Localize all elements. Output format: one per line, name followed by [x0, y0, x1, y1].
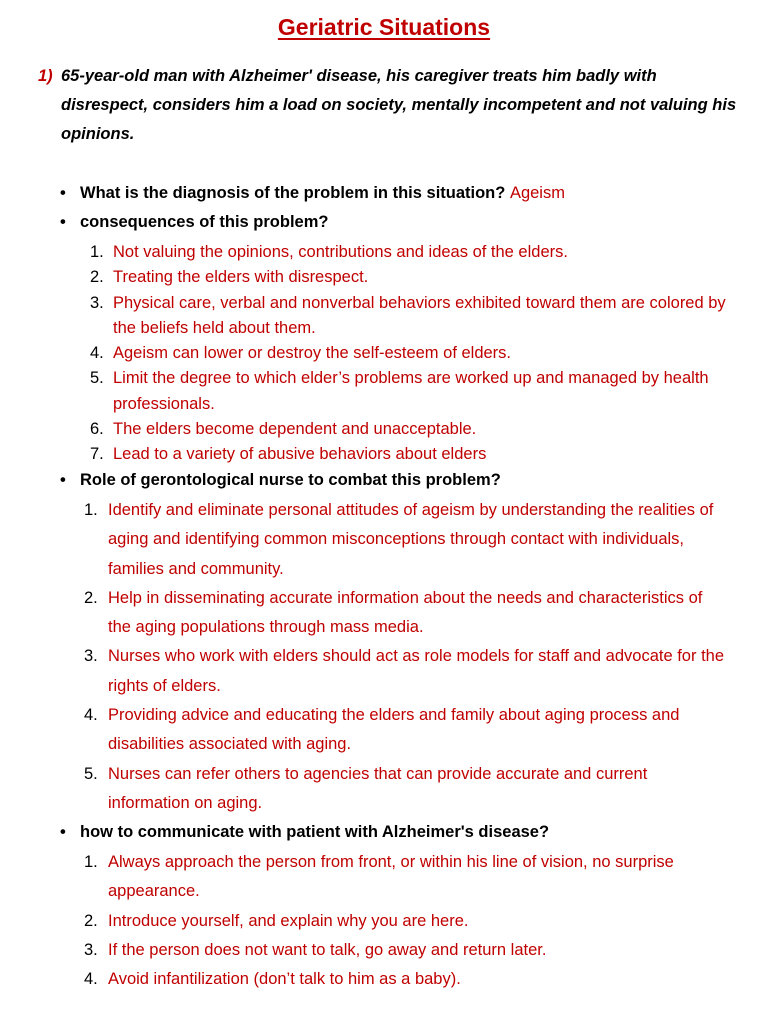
- list-item: [84, 584, 724, 643]
- case-number: 1): [38, 67, 53, 85]
- list-item-text: Ageism can lower or destroy the self-esteem of elders.: [113, 344, 512, 363]
- list-item-text: Physical care, verbal and nonverbal behaviors exhibited toward them are colored by the beliefs held about them.: [113, 293, 726, 337]
- list-item: [84, 760, 724, 819]
- list-number: 6.: [90, 420, 104, 439]
- question-text: What is the diagnosis of the problem in this situation?: [80, 184, 506, 202]
- list-item: [84, 965, 724, 994]
- case-text: 65-year-old man with Alzheimer' disease, his caregiver treats him badly with disrespect, considers him a load on society, mentally incompetent and not valuing his opinions.: [61, 67, 737, 143]
- page-title: Geriatric Situations: [277, 14, 491, 40]
- consequences-list: [90, 240, 730, 468]
- list-number: 5.: [84, 764, 98, 783]
- list-item-text: Avoid infantilization (don’t talk to him as a baby).: [108, 970, 461, 989]
- list-item-text: Help in disseminating accurate information about the needs and characteristics of the aging populations through mass media.: [108, 588, 703, 637]
- list-number: 3.: [90, 293, 104, 312]
- bullet-icon: •: [60, 184, 66, 202]
- list-number: 3.: [84, 647, 98, 666]
- list-item: [84, 496, 724, 584]
- list-item-text: Limit the degree to which elder’s problems are worked up and managed by health professionals.: [113, 369, 709, 413]
- list-item: [90, 417, 730, 442]
- list-number: 4.: [90, 344, 104, 363]
- list-number: 4.: [84, 706, 98, 725]
- list-item: [90, 291, 730, 342]
- list-item: [84, 642, 724, 701]
- list-item: [84, 701, 724, 760]
- question-communication: [60, 820, 549, 844]
- list-item: [90, 265, 730, 290]
- list-item-text: If the person does not want to talk, go away and return later.: [108, 940, 547, 959]
- answer-text: Ageism: [509, 184, 565, 202]
- list-item-text: Introduce yourself, and explain why you are here.: [108, 911, 469, 930]
- list-number: 1.: [90, 243, 104, 261]
- list-number: 7.: [90, 445, 104, 464]
- list-item: [90, 442, 730, 467]
- list-item: [90, 341, 730, 366]
- list-number: 1.: [84, 853, 98, 871]
- question-nurse-role: [60, 468, 501, 492]
- nurse-role-list: [84, 496, 724, 818]
- list-number: 2.: [90, 268, 104, 287]
- question-diagnosis: [60, 181, 565, 205]
- bullet-icon: •: [60, 823, 66, 841]
- list-item-text: Treating the elders with disrespect.: [113, 268, 369, 287]
- list-item: [90, 240, 730, 265]
- case-description: [38, 62, 738, 149]
- list-number: 4.: [84, 970, 98, 989]
- list-item-text: The elders become dependent and unacceptable.: [113, 420, 477, 439]
- list-item-text: Providing advice and educating the elders and family about aging process and disabilities associated with aging.: [108, 706, 680, 754]
- question-text: consequences of this problem?: [80, 213, 329, 231]
- list-item-text: Nurses who work with elders should act as role models for staff and advocate for the rights of elders.: [108, 647, 725, 695]
- list-item-text: Always approach the person from front, or within his line of vision, no surprise appearance.: [108, 853, 674, 901]
- list-number: 5.: [90, 369, 104, 388]
- communication-list: [84, 848, 724, 994]
- bullet-icon: •: [60, 213, 66, 231]
- list-item: [90, 366, 730, 417]
- list-item: [84, 907, 724, 936]
- question-text: Role of gerontological nurse to combat this problem?: [80, 471, 501, 489]
- list-item: [84, 848, 724, 907]
- list-item-text: Not valuing the opinions, contributions and ideas of the elders.: [113, 243, 568, 261]
- list-number: 2.: [84, 911, 98, 930]
- list-item-text: Lead to a variety of abusive behaviors about elders: [113, 445, 487, 464]
- bullet-icon: •: [60, 471, 66, 489]
- list-item-text: Identify and eliminate personal attitudes of ageism by understanding the realities of aging and identifying common misconceptions through contact with individuals, families and community.: [108, 501, 714, 578]
- question-consequences: [60, 210, 328, 234]
- list-item-text: Nurses can refer others to agencies that can provide accurate and current information on aging.: [108, 764, 648, 812]
- list-item: [84, 936, 724, 965]
- list-number: 3.: [84, 940, 98, 959]
- list-number: 1.: [84, 501, 98, 519]
- question-text: how to communicate with patient with Alzheimer's disease?: [80, 823, 550, 841]
- list-number: 2.: [84, 588, 98, 607]
